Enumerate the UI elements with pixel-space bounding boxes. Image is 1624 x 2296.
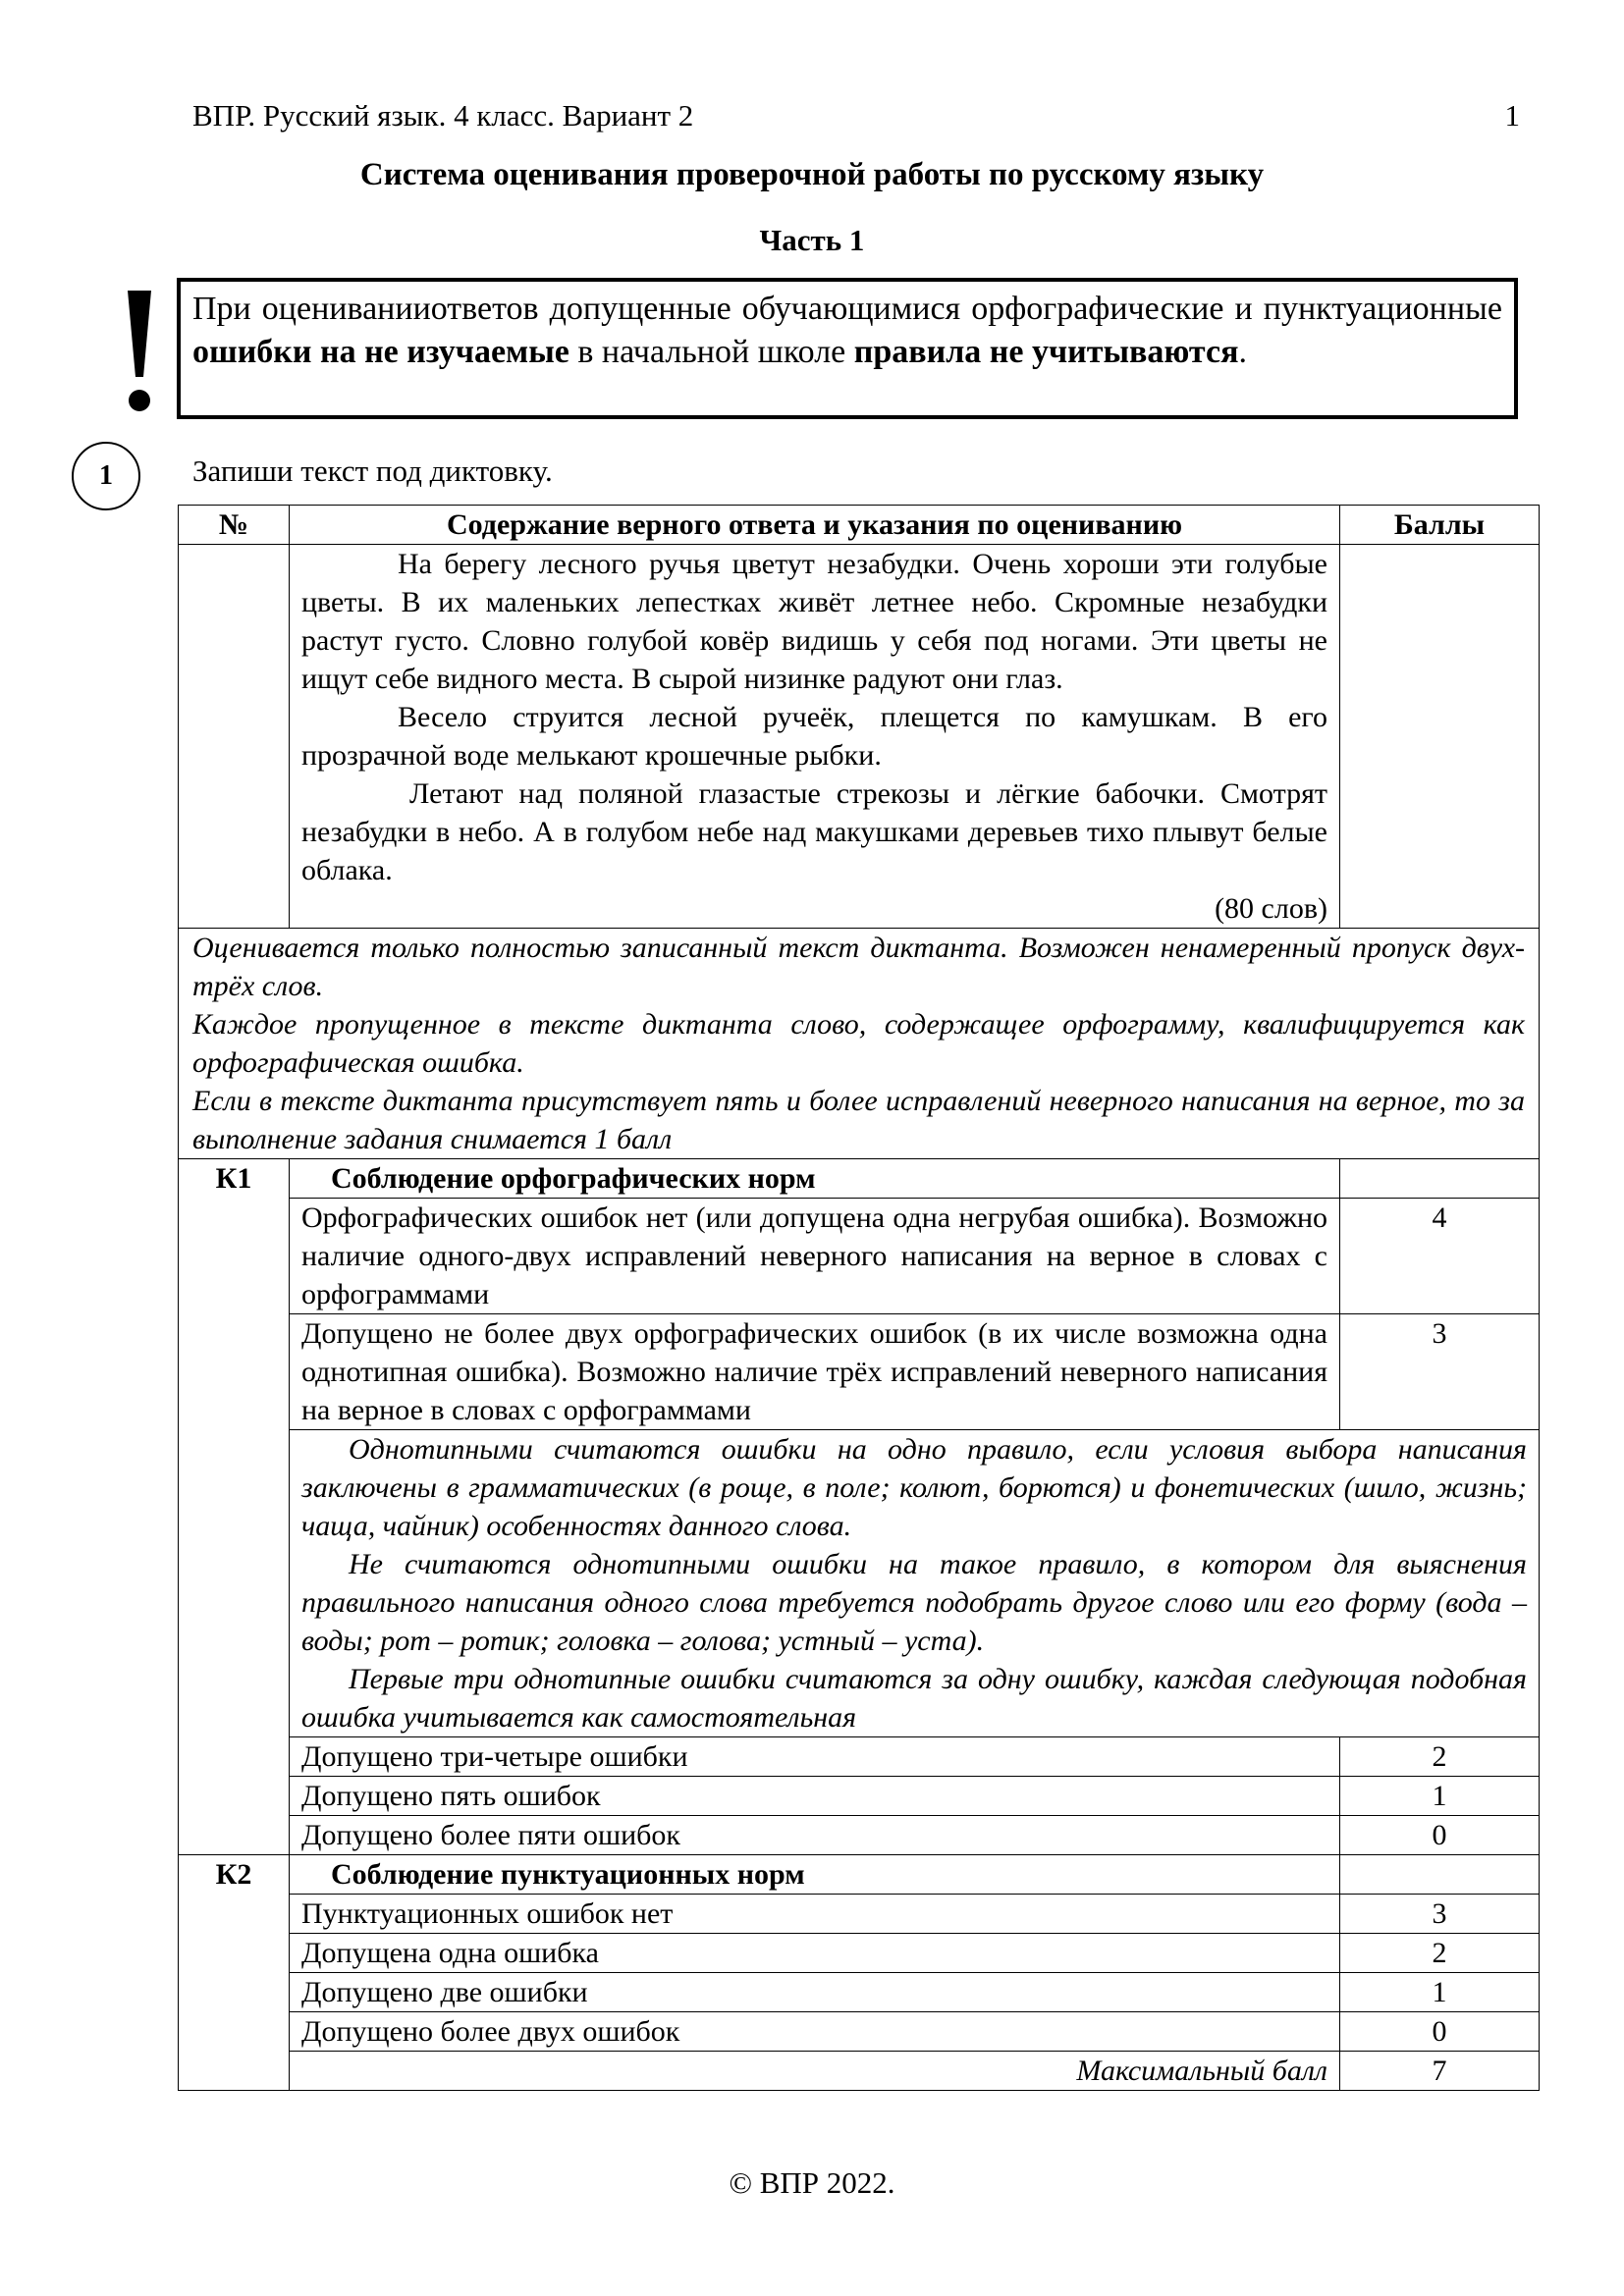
notice-text: При оцениванииответов допущенные обучающимися орфографические и пунктуационные — [192, 291, 1502, 327]
table-row — [179, 1973, 1540, 2012]
dictation-text — [290, 545, 1340, 929]
k1-note-row — [179, 1430, 1540, 1737]
table-row — [179, 1314, 1540, 1430]
table-row — [179, 1934, 1540, 1973]
max-score-value: 7 — [1340, 2052, 1540, 2091]
note-paragraph: Однотипными считаются ошибки на одно правило, если условия выбора написания заключены в грамматических (в роще, в поле; колют, борются) и фонетических (шило, жизнь; чаща, чайник) особенностях данного слова. — [301, 1433, 1527, 1542]
task-number-badge: 1 — [72, 442, 140, 510]
k2-code: К2 — [179, 1855, 290, 2091]
empty-cell — [1340, 545, 1540, 929]
criterion-text: Допущено пять ошибок — [290, 1777, 1340, 1816]
note-paragraph: Первые три однотипные ошибки считаются за одну ошибку, каждая следующая подобная ошибка учитывается как самостоятельная — [301, 1663, 1527, 1734]
criterion-text: Допущено более двух ошибок — [290, 2012, 1340, 2052]
criterion-points: 1 — [1340, 1973, 1540, 2012]
table-row — [179, 2012, 1540, 2052]
word-count: (80 слов) — [1215, 892, 1327, 925]
criterion-points: 0 — [1340, 1816, 1540, 1855]
note-paragraph: Каждое пропущенное в тексте диктанта слово, содержащее орфограмму, квалифицируется как орфографическая ошибка. — [192, 1008, 1525, 1079]
criterion-points: 3 — [1340, 1314, 1540, 1430]
page-header — [192, 98, 1520, 141]
criterion-text: Допущено три-четыре ошибки — [290, 1737, 1340, 1777]
notice-text-3: . — [1238, 334, 1247, 370]
criterion-points: 2 — [1340, 1934, 1540, 1973]
table-row — [179, 1895, 1540, 1934]
note-paragraph: Не считаются однотипными ошибки на такое правило, в котором для выяснения правильного написания одного слова требуется подобрать другое слово или его форму (вода – воды; рот – ротик; головка – голова; устный – уста). — [301, 1548, 1527, 1657]
k2-title: Соблюдение пунктуационных норм — [290, 1855, 1340, 1895]
table-row — [179, 1816, 1540, 1855]
dictation-row — [179, 545, 1540, 929]
empty-cell — [179, 545, 290, 929]
criterion-text: Допущено не более двух орфографических ошибок (в их числе возможна одна однотипная ошибка). Возможно наличие трёх исправлений неверного написания на верное в словах с орфограммами — [290, 1314, 1340, 1430]
empty-cell — [1340, 1159, 1540, 1199]
criterion-text: Допущено две ошибки — [290, 1973, 1340, 2012]
k1-code: К1 — [179, 1159, 290, 1855]
notice-bold-2: правила не учитываются — [853, 334, 1239, 370]
general-notes — [179, 929, 1540, 1159]
k1-title-row — [179, 1159, 1540, 1199]
k2-title-row — [179, 1855, 1540, 1895]
k1-title: Соблюдение орфографических норм — [290, 1159, 1340, 1199]
table-row — [179, 1777, 1540, 1816]
document-title: Система оценивания проверочной работы по русскому языку — [359, 157, 1265, 192]
header-points: Баллы — [1340, 506, 1540, 545]
page-number: 1 — [1504, 98, 1520, 133]
table-row — [179, 1199, 1540, 1314]
dictation-paragraph: Весело струится лесной ручеёк, плещется по камушкам. В его прозрачной воде мелькают крошечные рыбки. — [301, 701, 1327, 772]
criterion-text: Орфографических ошибок нет (или допущена одна негрубая ошибка). Возможно наличие одного-двух исправлений неверного написания на верное в словах с орфограммами — [290, 1199, 1340, 1314]
k1-note — [290, 1430, 1540, 1737]
general-notes-row — [179, 929, 1540, 1159]
criterion-points: 4 — [1340, 1199, 1540, 1314]
criterion-text: Допущена одна ошибка — [290, 1934, 1340, 1973]
max-score-label: Максимальный балл — [290, 2052, 1340, 2091]
note-paragraph: Если в тексте диктанта присутствует пять и более исправлений неверного написания на верное, то за выполнение задания снимается 1 балл — [192, 1085, 1525, 1155]
part-title: Часть 1 — [759, 223, 865, 257]
criterion-points: 2 — [1340, 1737, 1540, 1777]
header-num: № — [179, 506, 290, 545]
criterion-points: 0 — [1340, 2012, 1540, 2052]
max-score-row — [179, 2052, 1540, 2091]
task-instruction: Запиши текст под диктовку. — [192, 454, 553, 488]
dictation-paragraph: На берегу лесного ручья цветут незабудки. Очень хороши эти голубые цветы. В их маленьких лепестках живёт летнее небо. Скромные незабудки растут густо. Словно голубой ковёр видишь у себя под ногами. Эти цветы не ищут себе видного места. В сырой низинке радуют они глаз. — [301, 548, 1327, 695]
notice-bold-1: ошибки на не изучаемые — [192, 334, 569, 370]
criterion-text: Допущено более пяти ошибок — [290, 1816, 1340, 1855]
header-content: Содержание верного ответа и указания по оцениванию — [290, 506, 1340, 545]
dictation-paragraph: Летают над поляной глазастые стрекозы и лёгкие бабочки. Смотрят незабудки в небо. А в голубом небе над макушками деревьев тихо плывут белые облака. — [301, 777, 1327, 886]
table-row — [179, 1737, 1540, 1777]
notice-text-2: в начальной школе — [568, 334, 854, 370]
note-paragraph: Оценивается только полностью записанный текст диктанта. Возможен ненамеренный пропуск двух-трёх слов. — [192, 932, 1525, 1002]
exclamation-icon — [122, 287, 157, 414]
grading-table — [178, 505, 1540, 2091]
criterion-text: Пунктуационных ошибок нет — [290, 1895, 1340, 1934]
empty-cell — [1340, 1855, 1540, 1895]
criterion-points: 1 — [1340, 1777, 1540, 1816]
header-title: ВПР. Русский язык. 4 класс. Вариант 2 — [192, 98, 694, 133]
criterion-points: 3 — [1340, 1895, 1540, 1934]
copyright-footer: © ВПР 2022. — [729, 2165, 895, 2200]
table-header-row — [179, 506, 1540, 545]
notice-box — [177, 278, 1518, 419]
